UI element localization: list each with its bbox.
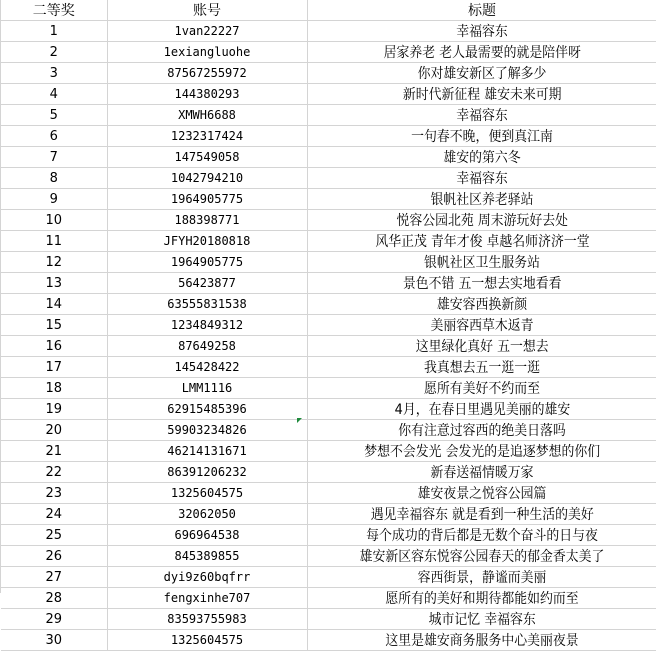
table-row — [1, 273, 656, 294]
title-text: 银帆社区养老驿站 — [430, 192, 534, 208]
rank-cell[interactable]: 13 — [1, 273, 107, 294]
title-text: 雄安夜景之悦容公园篇 — [417, 486, 547, 502]
rank-cell[interactable]: 11 — [1, 231, 107, 252]
account-cell[interactable]: 86391206232 — [107, 462, 307, 483]
title-text: 我真想去五一逛一逛 — [424, 360, 540, 376]
title-cell[interactable] — [307, 84, 656, 105]
table-row — [1, 483, 656, 504]
title-text: 幸福容东 — [456, 108, 508, 124]
account-cell[interactable]: 1234849312 — [107, 315, 307, 336]
table-row — [1, 378, 656, 399]
title-text: 居家养老 老人最需要的就是陪伴呀 — [383, 45, 581, 61]
title-text: 幸福容东 — [456, 171, 508, 187]
title-text: 容西街景，静谧而美丽 — [417, 570, 547, 586]
rank-cell[interactable]: 9 — [1, 189, 107, 210]
title-text: 愿所有美好不约而至 — [424, 381, 540, 397]
account-cell[interactable]: 696964538 — [107, 525, 307, 546]
account-cell[interactable]: XMWH6688 — [107, 105, 307, 126]
cell-comment-marker — [297, 418, 302, 423]
table-row — [1, 399, 656, 420]
header-title[interactable]: 标题 — [307, 0, 656, 21]
table-row — [1, 168, 656, 189]
account-cell[interactable]: 83593755983 — [107, 609, 307, 630]
account-cell[interactable]: 63555831538 — [107, 294, 307, 315]
title-text: 幸福容东 — [456, 24, 508, 40]
title-text: 雄安的第六冬 — [443, 150, 521, 166]
header-prize[interactable]: 二等奖 — [1, 0, 107, 21]
table-row — [1, 357, 656, 378]
account-cell[interactable]: 32062050 — [107, 504, 307, 525]
title-cell[interactable] — [307, 147, 656, 168]
title-text: 你对雄安新区了解多少 — [417, 66, 547, 82]
account-cell[interactable]: 1325604575 — [107, 630, 307, 651]
title-cell[interactable] — [307, 210, 656, 231]
account-cell[interactable]: 1van22227 — [107, 21, 307, 42]
table-row — [1, 546, 656, 567]
account-cell[interactable]: 1964905775 — [107, 252, 307, 273]
title-cell[interactable] — [307, 294, 656, 315]
title-text: 遇见幸福容东 就是看到一种生活的美好 — [370, 507, 594, 523]
title-text: 这里是雄安商务服务中心美丽夜景 — [385, 633, 579, 649]
account-cell[interactable]: LMM1116 — [107, 378, 307, 399]
table-row — [1, 147, 656, 168]
title-cell[interactable] — [307, 336, 656, 357]
table-row — [1, 42, 656, 63]
account-cell[interactable]: 62915485396 — [107, 399, 307, 420]
title-cell[interactable] — [307, 357, 656, 378]
rank-cell[interactable]: 28 — [1, 588, 107, 609]
title-cell[interactable] — [307, 168, 656, 189]
rank-cell[interactable]: 29 — [1, 609, 107, 630]
title-text: 银帆社区卫生服务站 — [424, 255, 540, 271]
title-text: 雄安容西换新颜 — [436, 297, 528, 313]
table-header — [1, 0, 656, 21]
table-row — [1, 462, 656, 483]
account-cell[interactable]: 59903234826 — [107, 420, 307, 441]
table-row — [1, 252, 656, 273]
title-text: 雄安新区容东悦容公园春天的郁金香太美了 — [359, 549, 605, 565]
account-cell[interactable]: 145428422 — [107, 357, 307, 378]
prize-table — [1, 0, 656, 651]
account-cell[interactable]: 188398771 — [107, 210, 307, 231]
rank-cell[interactable]: 27 — [1, 567, 107, 588]
title-cell[interactable] — [307, 105, 656, 126]
account-cell[interactable]: JFYH20180818 — [107, 231, 307, 252]
title-cell[interactable] — [307, 504, 656, 525]
table-row — [1, 525, 656, 546]
rank-cell[interactable]: 15 — [1, 315, 107, 336]
table-row — [1, 210, 656, 231]
rank-cell[interactable]: 17 — [1, 357, 107, 378]
rank-cell[interactable]: 18 — [1, 378, 107, 399]
title-cell[interactable] — [307, 441, 656, 462]
rank-cell[interactable]: 30 — [1, 630, 107, 651]
title-cell[interactable] — [307, 483, 656, 504]
table-row — [1, 630, 656, 651]
table-row — [1, 588, 656, 609]
rank-cell[interactable]: 16 — [1, 336, 107, 357]
rank-cell[interactable]: 26 — [1, 546, 107, 567]
title-cell[interactable] — [307, 315, 656, 336]
title-text: 新春送福情暖万家 — [430, 465, 534, 481]
header-row — [1, 0, 656, 21]
title-cell[interactable] — [307, 546, 656, 567]
rank-cell[interactable]: 8 — [1, 168, 107, 189]
rank-cell[interactable]: 24 — [1, 504, 107, 525]
title-cell[interactable] — [307, 525, 656, 546]
rank-cell[interactable]: 14 — [1, 294, 107, 315]
title-text: 美丽容西草木返青 — [430, 318, 534, 334]
account-cell[interactable]: 1964905775 — [107, 189, 307, 210]
title-text: 梦想不会发光 会发光的是追逐梦想的你们 — [364, 444, 600, 460]
table-row — [1, 609, 656, 630]
account-cell[interactable]: 46214131671 — [107, 441, 307, 462]
title-cell[interactable] — [307, 231, 656, 252]
account-cell[interactable]: 1exiangluohe — [107, 42, 307, 63]
account-cell[interactable]: 87567255972 — [107, 63, 307, 84]
title-cell[interactable] — [307, 189, 656, 210]
title-text: 悦容公园北苑 周末游玩好去处 — [396, 213, 568, 229]
table-row — [1, 126, 656, 147]
title-cell[interactable] — [307, 630, 656, 651]
account-cell[interactable]: 147549058 — [107, 147, 307, 168]
rank-cell[interactable]: 4 — [1, 84, 107, 105]
title-cell[interactable] — [307, 252, 656, 273]
title-cell[interactable] — [307, 609, 656, 630]
header-account[interactable]: 账号 — [107, 0, 307, 21]
title-cell[interactable] — [307, 420, 656, 441]
table-row — [1, 105, 656, 126]
account-cell[interactable]: 56423877 — [107, 273, 307, 294]
table-row — [1, 294, 656, 315]
rank-cell[interactable]: 20 — [1, 420, 107, 441]
title-cell[interactable] — [307, 567, 656, 588]
rank-cell[interactable]: 10 — [1, 210, 107, 231]
title-cell[interactable] — [307, 462, 656, 483]
table-row — [1, 315, 656, 336]
title-cell[interactable] — [307, 126, 656, 147]
title-cell[interactable] — [307, 378, 656, 399]
title-text: 每个成功的背后都是无数个奋斗的日与夜 — [366, 528, 598, 544]
table-row — [1, 21, 656, 42]
title-text: 你有注意过容西的绝美日落吗 — [398, 423, 566, 439]
account-cell[interactable]: 1325604575 — [107, 483, 307, 504]
title-text: 这里绿化真好 五一想去 — [415, 339, 549, 355]
table-row — [1, 63, 656, 84]
account-cell[interactable]: 87649258 — [107, 336, 307, 357]
title-text: 新时代新征程 雄安未来可期 — [402, 87, 562, 103]
rank-cell[interactable]: 6 — [1, 126, 107, 147]
title-cell[interactable] — [307, 42, 656, 63]
table-row — [1, 231, 656, 252]
table-row — [1, 336, 656, 357]
title-text: 4月，在春日里遇见美丽的雄安 — [394, 402, 570, 418]
account-cell[interactable]: fengxinhe707 — [107, 588, 307, 609]
rank-cell[interactable]: 5 — [1, 105, 107, 126]
account-cell[interactable]: 144380293 — [107, 84, 307, 105]
title-cell[interactable] — [307, 21, 656, 42]
table-row — [1, 441, 656, 462]
rank-cell[interactable]: 3 — [1, 63, 107, 84]
title-cell[interactable] — [307, 399, 656, 420]
rank-cell[interactable]: 1 — [1, 21, 107, 42]
title-text: 一句春不晚，便到真江南 — [411, 129, 553, 145]
account-cell[interactable]: 845389855 — [107, 546, 307, 567]
rank-cell[interactable]: 25 — [1, 525, 107, 546]
title-cell[interactable] — [307, 273, 656, 294]
title-cell[interactable] — [307, 588, 656, 609]
table-row — [1, 84, 656, 105]
table-row — [1, 504, 656, 525]
account-cell[interactable]: dyi9z60bqfrr — [107, 567, 307, 588]
account-cell[interactable]: 1232317424 — [107, 126, 307, 147]
rank-cell[interactable]: 7 — [1, 147, 107, 168]
table-row — [1, 420, 656, 441]
table-row — [1, 189, 656, 210]
rank-cell[interactable]: 12 — [1, 252, 107, 273]
account-cell[interactable]: 1042794210 — [107, 168, 307, 189]
rank-cell[interactable]: 22 — [1, 462, 107, 483]
title-cell[interactable] — [307, 63, 656, 84]
title-text: 愿所有的美好和期待都能如约而至 — [385, 591, 579, 607]
table-row — [1, 567, 656, 588]
title-text: 景色不错 五一想去实地看看 — [402, 276, 562, 292]
rank-cell[interactable]: 2 — [1, 42, 107, 63]
rank-cell[interactable]: 21 — [1, 441, 107, 462]
rank-cell[interactable]: 19 — [1, 399, 107, 420]
title-text: 风华正茂 青年才俊 卓越名师济济一堂 — [374, 234, 590, 250]
title-text: 城市记忆 幸福容东 — [428, 612, 536, 628]
rank-cell[interactable]: 23 — [1, 483, 107, 504]
table-body — [1, 21, 656, 651]
